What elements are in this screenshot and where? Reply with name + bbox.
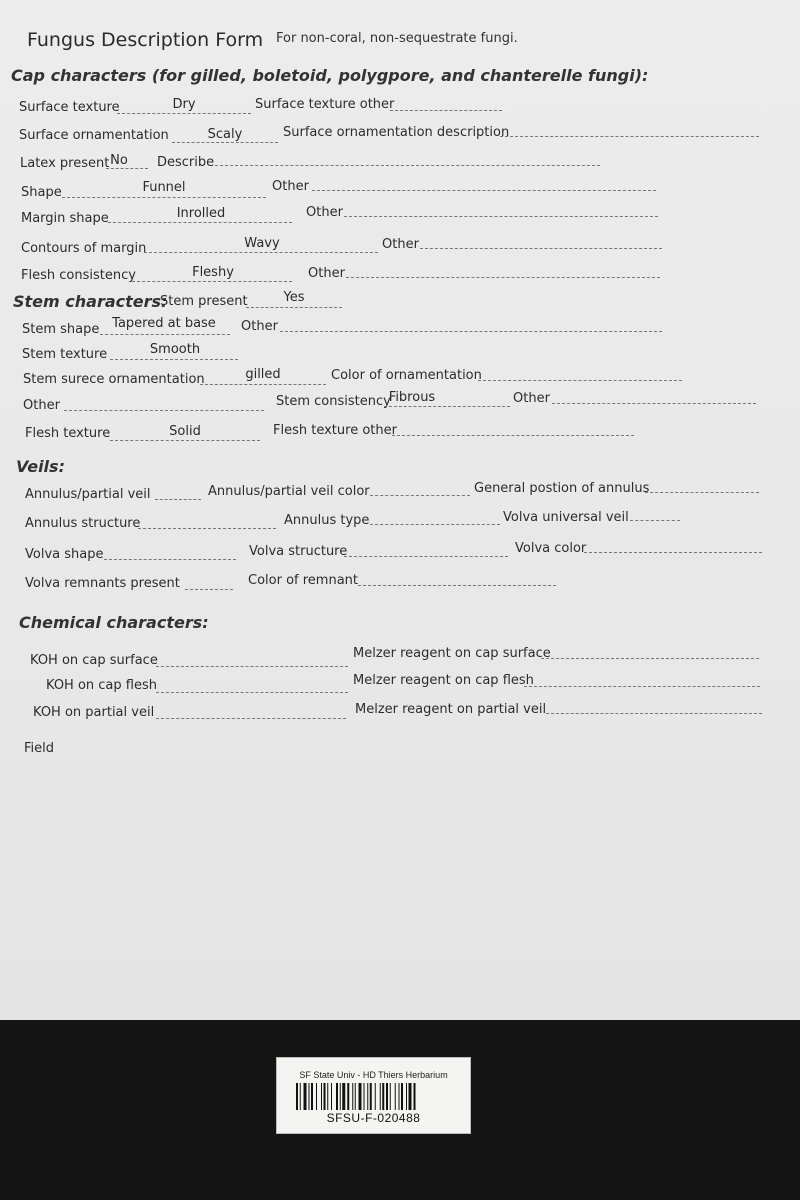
shape-other-label: Other <box>272 179 309 194</box>
surface-ornamentation-value[interactable]: Scaly <box>207 127 243 142</box>
surface-ornamentation-line <box>172 142 278 143</box>
annulus-color-label: Annulus/partial veil color <box>208 484 370 499</box>
volva-shape-line[interactable] <box>104 559 236 560</box>
annulus-line[interactable] <box>155 499 201 500</box>
koh-partial-veil-line[interactable] <box>156 718 346 719</box>
annulus-color-line[interactable] <box>370 495 470 496</box>
margin-other-label: Other <box>306 205 343 220</box>
volva-color-label: Volva color <box>515 541 587 556</box>
koh-partial-veil-label: KOH on partial veil <box>33 705 155 720</box>
flesh-other-label: Other <box>308 266 345 281</box>
stem-present-line <box>246 307 342 308</box>
koh-cap-surface-line[interactable] <box>156 666 348 667</box>
surface-texture-line <box>117 113 251 114</box>
stem-other-line[interactable] <box>64 410 264 411</box>
shape-line <box>62 197 266 198</box>
shape-label: Shape <box>21 185 62 200</box>
stem-shape-label: Stem shape <box>22 322 100 337</box>
margin-other-line[interactable] <box>344 216 658 217</box>
herbarium-label <box>276 1057 471 1134</box>
field-label: Field <box>24 741 55 756</box>
stem-shape-value[interactable]: Tapered at base <box>112 316 216 331</box>
volva-shape-label: Volva shape <box>25 547 104 562</box>
flesh-consistency-label: Flesh consistency <box>21 268 136 283</box>
latex-present-value[interactable]: No <box>110 153 128 168</box>
describe-label: Describe <box>157 155 215 170</box>
shape-value[interactable]: Funnel <box>142 180 186 195</box>
stem-texture-label: Stem texture <box>22 347 108 362</box>
surface-ornamentation-desc-line[interactable] <box>500 136 759 137</box>
herbarium-institution: SF State Univ - HD Thiers Herbarium <box>299 1070 448 1080</box>
volva-structure-label: Volva structure <box>249 544 348 559</box>
melzer-cap-surface-label: Melzer reagent on cap surface <box>353 646 551 661</box>
veils-heading: Veils: <box>16 457 65 476</box>
stem-consistency-label: Stem consistency <box>276 394 391 409</box>
margin-shape-line <box>108 222 292 223</box>
stem-texture-line <box>110 359 238 360</box>
specimen-id: SFSU-F-020488 <box>326 1111 421 1125</box>
stem-ornamentation-line <box>200 384 326 385</box>
margin-shape-value[interactable]: Inrolled <box>176 206 226 221</box>
annulus-position-line[interactable] <box>645 492 759 493</box>
flesh-texture-line <box>110 440 260 441</box>
chemical-heading: Chemical characters: <box>19 613 209 632</box>
stem-consistency-value[interactable]: Fibrous <box>388 390 436 405</box>
ornamentation-color-line[interactable] <box>478 380 682 381</box>
remnant-color-line[interactable] <box>358 585 556 586</box>
barcode-icon <box>296 1083 451 1110</box>
shape-other-line[interactable] <box>312 190 656 191</box>
melzer-cap-flesh-label: Melzer reagent on cap flesh <box>353 673 534 688</box>
contours-value[interactable]: Wavy <box>244 236 280 251</box>
latex-present-line <box>106 168 148 169</box>
flesh-texture-label: Flesh texture <box>25 426 111 441</box>
koh-cap-flesh-label: KOH on cap flesh <box>46 678 157 693</box>
contours-label: Contours of margin <box>21 241 147 256</box>
surface-texture-other-line[interactable] <box>390 110 502 111</box>
flesh-consistency-value[interactable]: Fleshy <box>192 265 234 280</box>
volva-structure-line[interactable] <box>344 556 508 557</box>
melzer-partial-veil-line[interactable] <box>546 713 762 714</box>
latex-present-label: Latex present <box>20 156 110 171</box>
remnant-color-label: Color of remnant <box>248 573 358 588</box>
form-subtitle: For non-coral, non-sequestrate fungi. <box>276 31 518 46</box>
stem-shape-other-label: Other <box>241 319 278 334</box>
melzer-cap-flesh-line[interactable] <box>524 686 760 687</box>
flesh-texture-other-line[interactable] <box>392 435 634 436</box>
stem-texture-value[interactable]: Smooth <box>149 342 201 357</box>
koh-cap-surface-label: KOH on cap surface <box>30 653 158 668</box>
volva-universal-line[interactable] <box>630 520 680 521</box>
flesh-texture-other-label: Flesh texture other <box>273 423 397 438</box>
surface-texture-label: Surface texture <box>19 100 120 115</box>
contours-other-label: Other <box>382 237 419 252</box>
koh-cap-flesh-line[interactable] <box>156 692 348 693</box>
contours-other-line[interactable] <box>420 248 662 249</box>
surface-texture-value[interactable]: Dry <box>172 97 196 112</box>
surface-ornamentation-desc-label: Surface ornamentation description <box>283 125 510 140</box>
melzer-cap-surface-line[interactable] <box>541 658 759 659</box>
flesh-other-line[interactable] <box>346 277 660 278</box>
stem-present-label: Stem present <box>160 294 248 309</box>
annulus-position-label: General postion of annulus <box>474 481 650 496</box>
volva-universal-label: Volva universal veil <box>503 510 629 525</box>
stem-ornamentation-label: Stem surece ornamentation <box>23 372 205 387</box>
annulus-structure-line[interactable] <box>138 528 276 529</box>
cap-heading: Cap characters (for gilled, boletoid, polygpore, and chanterelle fungi): <box>11 66 649 85</box>
flesh-consistency-line <box>132 281 292 282</box>
flesh-texture-value[interactable]: Solid <box>169 424 201 439</box>
annulus-type-line[interactable] <box>370 524 500 525</box>
form-title: Fungus Description Form <box>27 29 264 51</box>
surface-texture-other-label: Surface texture other <box>255 97 395 112</box>
margin-shape-label: Margin shape <box>21 211 109 226</box>
stem-consistency-line <box>384 406 510 407</box>
stem-ornamentation-value[interactable]: gilled <box>245 367 281 382</box>
volva-color-line[interactable] <box>584 552 762 553</box>
melzer-partial-veil-label: Melzer reagent on partial veil <box>355 702 547 717</box>
surface-ornamentation-label: Surface ornamentation <box>19 128 169 143</box>
annulus-structure-label: Annulus structure <box>25 516 141 531</box>
contours-line <box>144 252 378 253</box>
volva-remnants-line[interactable] <box>185 589 233 590</box>
describe-line[interactable] <box>215 165 600 166</box>
stem-other-label: Other <box>23 398 60 413</box>
volva-remnants-label: Volva remnants present <box>25 576 180 591</box>
stem-heading: Stem characters: <box>13 292 168 311</box>
annulus-type-label: Annulus type <box>284 513 370 528</box>
stem-shape-line <box>100 334 230 335</box>
annulus-label: Annulus/partial veil <box>25 487 151 502</box>
stem-consistency-other-label: Other <box>513 391 550 406</box>
stem-present-value[interactable]: Yes <box>283 290 305 305</box>
stem-shape-other-line[interactable] <box>280 331 662 332</box>
stem-consistency-other-line[interactable] <box>552 403 756 404</box>
ornamentation-color-label: Color of ornamentation <box>331 368 482 383</box>
